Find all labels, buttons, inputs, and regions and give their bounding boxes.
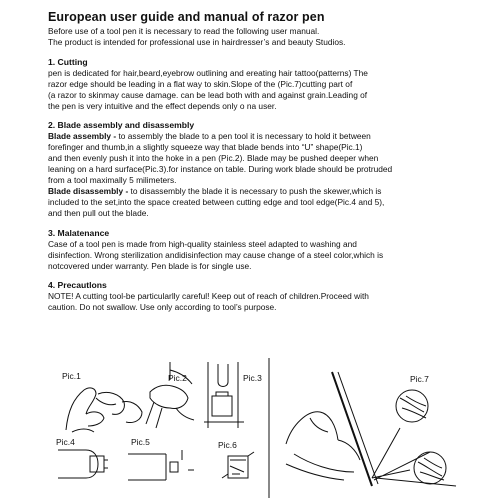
document-title: European user guide and manual of razor pen xyxy=(48,10,325,24)
maintenance-line: notcovered under warranty. Pen blade is for single use. xyxy=(48,260,252,271)
cutting-line: (a razor to skinmay cause damage. can be lead both with and against grain.Leading of xyxy=(48,89,368,100)
blade-line: from a tool maximally 5 milimeters. xyxy=(48,175,177,186)
blade-line: included to the set,into the space created between cutting edge and tool edge(Pic.4 and 5), xyxy=(48,196,385,207)
blade-assembly-text: to assembly the blade to a pen tool it is necessary to hold it between xyxy=(116,131,371,142)
cutting-line: pen is dedicated for hair,beard,eyebrow outlining and ereating hair tattoo(patterns) The xyxy=(48,67,368,78)
section-heading-blade: 2. Blade assembly and disassembly xyxy=(48,120,195,131)
intro-line: Before use of a tool pen it is necessary to read the following user manual. xyxy=(48,26,320,36)
pic7-label: Pic.7 xyxy=(410,374,429,384)
maintenance-line: disinfection. Wrong sterilization andidisinfection may cause change of a steel color,which is xyxy=(48,249,384,260)
blade-assembly-line xyxy=(48,131,488,142)
pic2-label: Pic.2 xyxy=(168,373,187,383)
cutting-line: the pen is very intuitive and the effect depends only o na user. xyxy=(48,100,277,111)
pic1-label: Pic.1 xyxy=(62,371,81,381)
intro-line: The product is intended for professional use in hairdresser’s and beauty Studios. xyxy=(48,36,346,47)
illustrations xyxy=(0,358,500,500)
blade-line: and then pull out the blade. xyxy=(48,207,149,218)
pic7-pen-cutting-hair xyxy=(280,368,480,493)
blade-line: forefinger and thumb,in a slightly squeeze way that blade bends into “U” shape(Pic.1) xyxy=(48,142,363,153)
manual-document xyxy=(48,10,488,313)
cutting-line: razor edge should be leading in a flat way to skin.Slope of the (Pic.7)cutting part of xyxy=(48,78,353,89)
blade-disassembly-line xyxy=(48,186,488,197)
blade-line: leaning on a hard surface(Pic.3).for instance on table. During work blade should be protruded xyxy=(48,164,393,175)
pic2-pushing-blade-into-pen xyxy=(140,362,202,428)
pic5-skewer-insertion xyxy=(126,446,196,488)
pictures-divider xyxy=(268,358,270,498)
section-heading-cutting: 1. Cutting xyxy=(48,56,88,67)
blade-disassembly-text: to disassembly the blade it is necessary to push the skewer,which is xyxy=(128,185,382,196)
pic4-label: Pic.4 xyxy=(56,437,75,447)
blade-line: and then evenly push it into the hoke in a pen (Pic.2). Blade may be pushed deeper when xyxy=(48,153,379,164)
pic5-label: Pic.5 xyxy=(131,437,150,447)
pic6-label: Pic.6 xyxy=(218,440,237,450)
section-heading-precautions: 4. Precautlons xyxy=(48,280,107,291)
pic1-fingers-bending-blade xyxy=(58,380,148,436)
pic3-pen-on-table xyxy=(204,362,270,428)
blade-assembly-label: Blade assembly - xyxy=(48,131,117,142)
pic4-pen-tip xyxy=(56,446,110,486)
precautions-line: NOTE! A cutting tool-be particularlly careful! Keep out of reach of children.Proceed with xyxy=(48,291,369,302)
pic3-label: Pic.3 xyxy=(243,373,262,383)
pic6-blade-removal xyxy=(218,448,258,488)
maintenance-line: Case of a tool pen is made from high-quality stainless steel adapted to washing and xyxy=(48,238,357,249)
section-heading-maintenance: 3. Malatenance xyxy=(48,227,110,238)
blade-disassembly-label: Blade disassembly - xyxy=(48,185,129,196)
precautions-line: caution. Do not swallow. Use only according to tool’s purpose. xyxy=(48,302,277,313)
